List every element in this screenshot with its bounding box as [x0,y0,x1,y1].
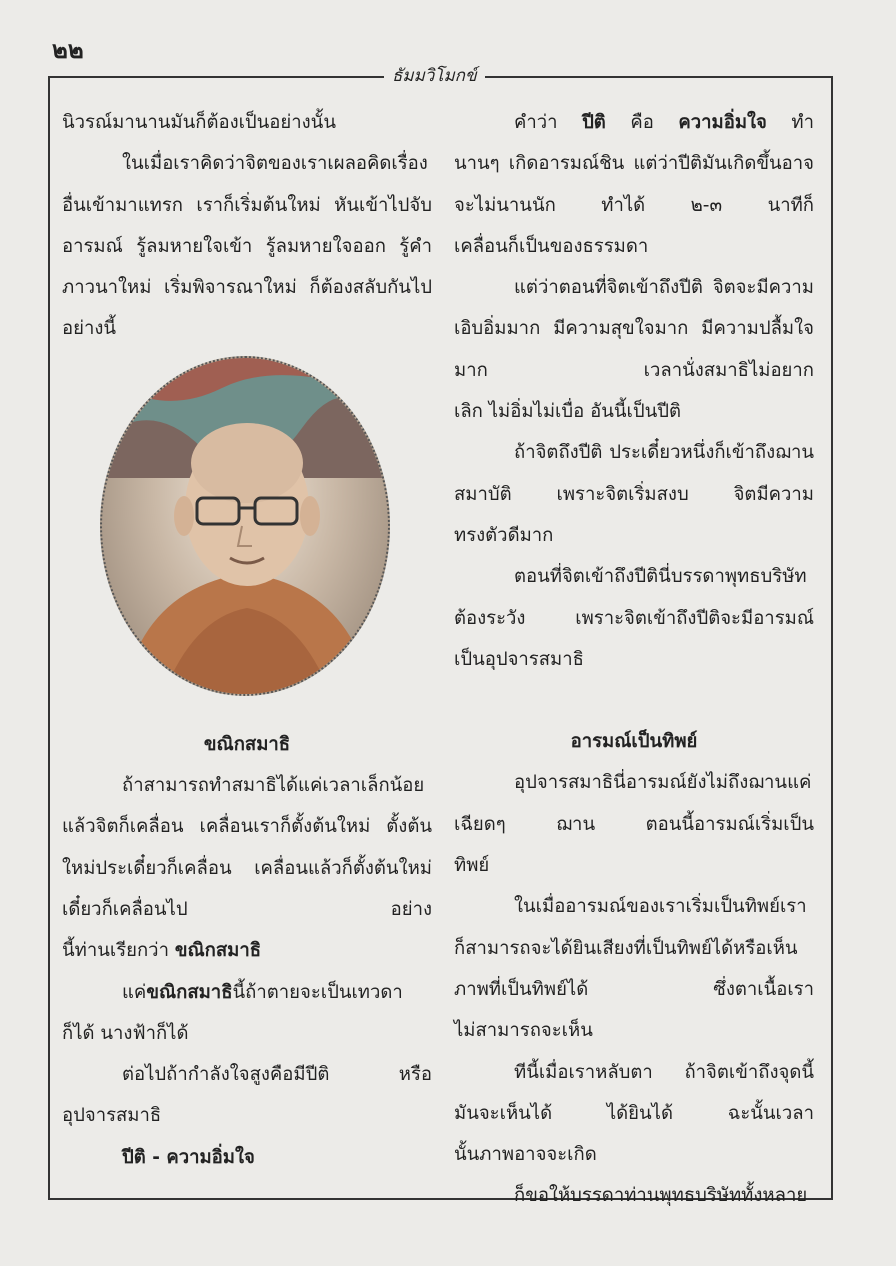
paragraph: แต่ว่าตอนที่จิตเข้าถึงปีติ จิตจะมีความเอิบอิ่มมาก มีความสุขใจมาก มีความปลื้มใจมาก เวลานั่งสมาธิไม่อยาก [454,277,814,381]
paragraph: ไม่สามารถจะเห็น [454,1020,593,1042]
paragraph: นี้ท่านเรียกว่า ขณิกสมาธิ [62,940,262,962]
page-number: ๒๒ [52,36,84,64]
section-heading: ขณิกสมาธิ [203,733,291,755]
paragraph: แค่ขณิกสมาธินี้ถ้าตายจะเป็นเทวดา [122,981,403,1003]
section-heading: อารมณ์เป็นทิพย์ [570,731,698,753]
paragraph: นานๆ เกิดอารมณ์ชิน แต่ว่าปีติมันเกิดขึ้นอาจจะไม่นานนัก ทำได้ ๒-๓ นาทีก็ [454,153,814,216]
paragraph: ทีนี้เมื่อเราหลับตา ถ้าจิตเข้าถึงจุดนี้ มันจะเห็นได้ ได้ยินได้ ฉะนั้นเวลา [454,1061,814,1124]
paragraph: อุปจารสมาธิ [62,1105,162,1127]
paragraph: คำว่า ปีติ คือ ความอิ่มใจ ทำ [514,112,814,133]
paragraph: ในเมื่ออารมณ์ของเราเริ่มเป็นทิพย์เราก็สามารถจะได้ยินเสียงที่เป็นทิพย์ได้หรือเห็นภาพที่เป็นทิพย์ได้ ซึ่งตาเนื้อเรา [454,896,814,1000]
paragraph: ก็ขอให้บรรดาท่านพุทธบริษัททั้งหลาย [514,1185,808,1207]
left-column [62,102,432,1178]
paragraph: ก็ได้ นางฟ้าก็ได้ [62,1022,189,1044]
paragraph: เลิก ไม่อิ่มไม่เบื่อ อันนี้เป็นปีติ [454,401,681,423]
paragraph: เป็นอุปจารสมาธิ [454,648,584,670]
paragraph: ถ้าสามารถทำสมาธิได้แค่เวลาเล็กน้อยแล้วจิตก็เคลื่อน เคลื่อนเราก็ตั้งต้นใหม่ ตั้งต้นใหม่ประเดี๋ยวก็เคลื่อน เคลื่อนแล้วก็ตั้งต้นใหม่ เดี๋ยวก็เคลื่อนไป อย่าง [62,775,432,920]
paragraph: ในเมื่อเราคิดว่าจิตของเราเผลอคิดเรื่องอื่นเข้ามาแทรก เราก็เริ่มต้นใหม่ หันเข้าไปจับอารมณ์ รู้ลมหายใจเข้า รู้ลมหายใจออก รู้คำภาวนาใหม่ เริ่มพิจารณาใหม่ ก็ต้องสลับกันไปอย่างนี้ [62,153,432,340]
paragraph: ทิพย์ [454,855,490,877]
paragraph: อุปจารสมาธินี่อารมณ์ยังไม่ถึงฌานแค่เฉียดๆ ฌาน ตอนนี้อารมณ์เริ่มเป็น [454,772,814,835]
paragraph: เคลื่อนก็เป็นของธรรมดา [454,235,649,257]
paragraph: นั้นภาพอาจจะเกิด [454,1144,597,1166]
paragraph: นิวรณ์มานานมันก็ต้องเป็นอย่างนั้น [62,112,336,133]
photo-container [62,356,432,756]
paragraph: ถ้าจิตถึงปีติ ประเดี๋ยวหนึ่งก็เข้าถึงฌานสมาบัติ เพราะจิตเริ่มสงบ จิตมีความ [454,442,814,505]
paragraph: ตอนที่จิตเข้าถึงปีตินี่บรรดาพุทธบริษัทต้องระวัง เพราะจิตเข้าถึงปีติจะมีอารมณ์ [454,566,814,629]
section-heading: ปีติ - ความอิ่มใจ [122,1146,255,1168]
right-column [454,102,814,1217]
paragraph: ต่อไปถ้ากำลังใจสูงคือมีปีติ หรือ [122,1064,432,1086]
monk-portrait-icon [100,356,390,696]
paragraph: ทรงตัวดีมาก [454,524,554,546]
running-header: ธัมมวิโมกข์ [384,62,485,89]
